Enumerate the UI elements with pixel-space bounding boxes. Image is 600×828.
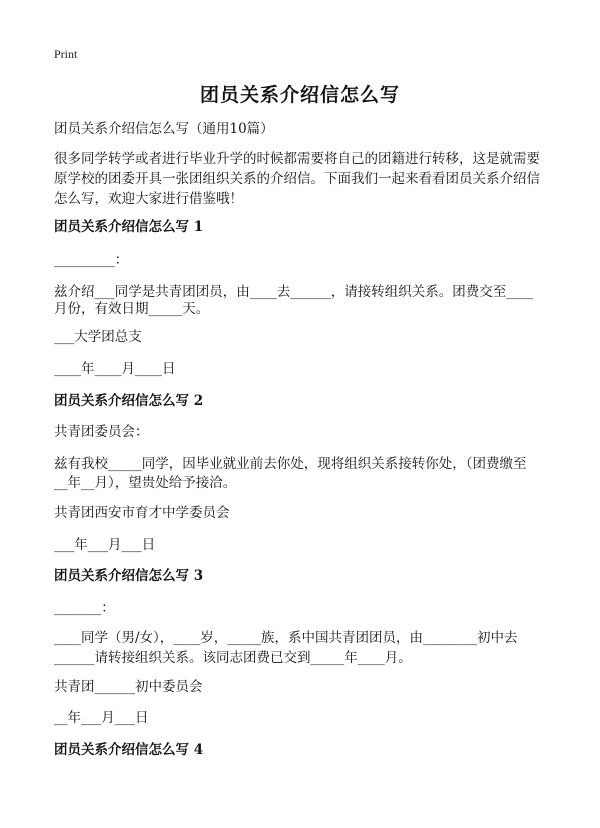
intro-line-3: 怎么写，欢迎大家进行借鉴哦！: [54, 191, 243, 207]
section-2-body-line-1: 兹有我校_____同学，因毕业就业前去你处，现将组织关系接转你处，（团费缴至: [54, 456, 527, 472]
page-title: 团员关系介绍信怎么写: [199, 84, 400, 106]
section-1-body-line-1: 兹介绍___同学是共青团团员，由____去______，请接转组织关系。团费交至____: [54, 284, 534, 300]
section-3-body-line-2: ______请转接组织关系。该同志团费已交到_____年____月。: [54, 650, 412, 666]
intro-line-1: 很多同学转学或者进行毕业升学的时候都需要将自己的团籍进行转移，这是就需要: [54, 151, 540, 167]
section-2-body-line-2: __年__月），望贵处给予接洽。: [54, 475, 237, 491]
section-3-heading: 团员关系介绍信怎么写 3: [54, 568, 204, 584]
section-4-heading: 团员关系介绍信怎么写 4: [54, 742, 204, 758]
section-3-date: __年___月___日: [54, 710, 149, 726]
section-1-signature: ___大学团总支: [54, 329, 142, 345]
print-link[interactable]: Print: [54, 47, 78, 61]
subtitle: 团员关系介绍信怎么写（通用10篇）: [54, 121, 274, 137]
section-2-heading: 团员关系介绍信怎么写 2: [54, 393, 204, 409]
intro-line-2: 原学校的团委开具一张团组织关系的介绍信。下面我们一起来看看团员关系介绍信: [54, 171, 540, 187]
section-3-signature: 共青团______初中委员会: [54, 679, 203, 695]
section-1-heading: 团员关系介绍信怎么写 1: [54, 219, 204, 235]
section-2-signature: 共青团西安市育才中学委员会: [54, 505, 230, 521]
section-2-date: ___年___月___日: [54, 537, 156, 553]
section-2-salutation: 共青团委员会：: [54, 424, 149, 440]
section-3-salutation: _______：: [54, 600, 115, 616]
section-1-date: ____年____月____日: [54, 361, 176, 377]
section-1-salutation: _________：: [54, 252, 129, 268]
section-1-body-line-2: 月份，有效日期_____天。: [54, 301, 210, 317]
section-3-body-line-1: ____同学（男/女），____岁，_____族，系中国共青团团员，由________初中去: [54, 630, 518, 646]
